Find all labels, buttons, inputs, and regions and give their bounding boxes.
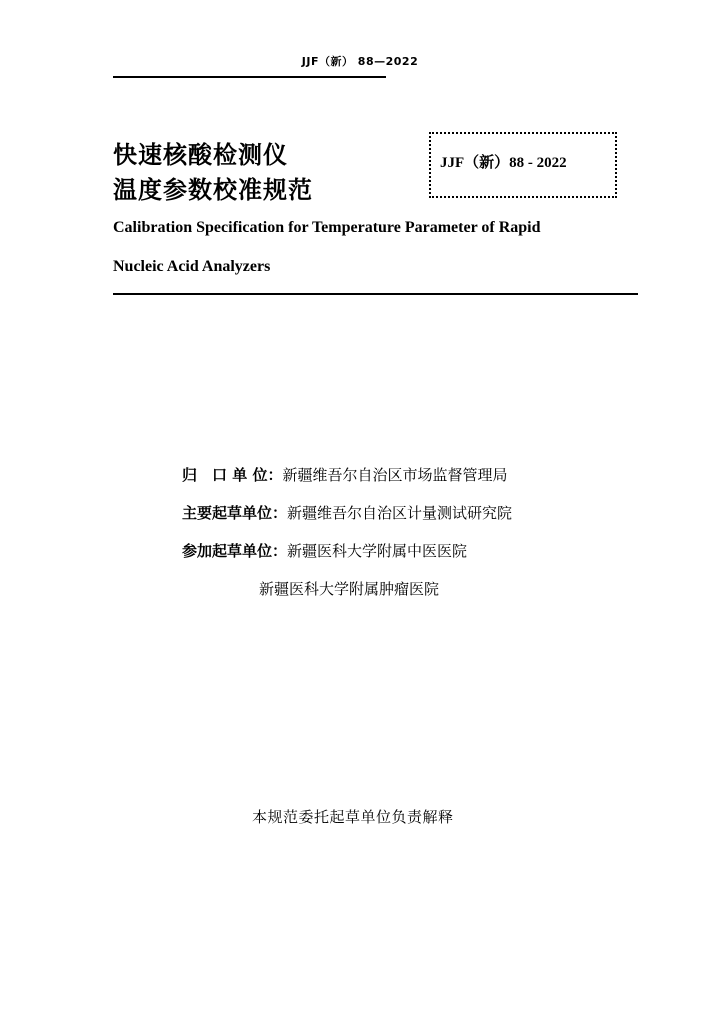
- participating-drafter-label: 参加起草单位：: [182, 542, 288, 560]
- english-title-line-1: Calibration Specification for Temperature Parameter of Rapid: [113, 219, 541, 236]
- code-box: [429, 132, 617, 198]
- responsible-unit-value: 新疆维吾尔自治区市场监督管理局: [282, 466, 508, 484]
- responsible-unit-label: 归 口 单 位：: [182, 466, 283, 484]
- header-code: JJF（新） 88—2022: [301, 55, 419, 68]
- main-drafter-value: 新疆维吾尔自治区计量测试研究院: [287, 504, 513, 522]
- participating-drafter-row: [182, 541, 467, 561]
- participating-drafter-value-1: 新疆医科大学附属中医医院: [287, 542, 468, 560]
- code-box-text: JJF（新）88 - 2022: [440, 155, 567, 171]
- chinese-title-line-2: 温度参数校准规范: [113, 176, 313, 204]
- chinese-title-line-1: 快速核酸检测仪: [113, 141, 288, 169]
- participating-drafter-value-2: 新疆医科大学附属肿瘤医院: [259, 580, 440, 598]
- header-rule: [113, 76, 386, 78]
- english-title-line-2: Nucleic Acid Analyzers: [113, 258, 271, 275]
- participating-drafter-row-2: [259, 579, 439, 599]
- title-divider: [113, 293, 638, 295]
- interpretation-note: 本规范委托起草单位负责解释: [252, 808, 454, 826]
- main-drafter-label: 主要起草单位：: [182, 504, 288, 522]
- responsible-unit-row: [182, 465, 507, 485]
- main-drafter-row: [182, 503, 512, 523]
